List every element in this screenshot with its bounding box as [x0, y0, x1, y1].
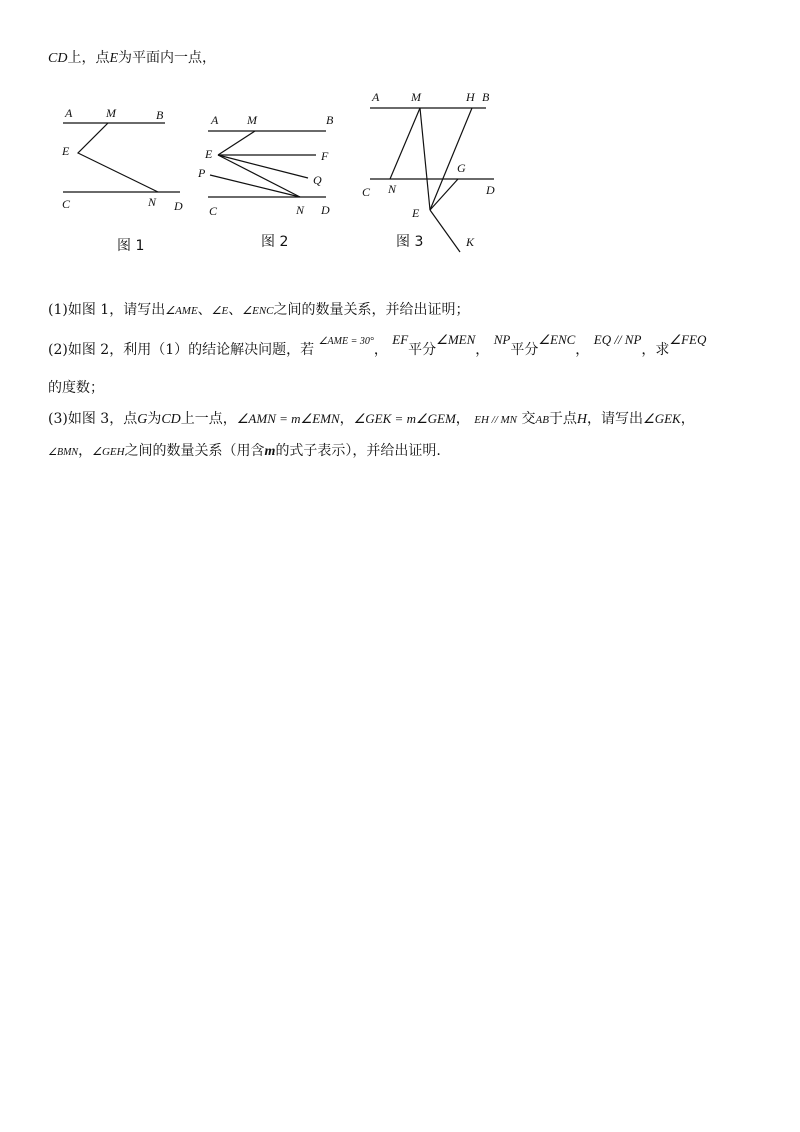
fig3-label-d: D — [486, 183, 495, 197]
q2-c3: ， — [575, 342, 590, 358]
fig1-label-b: B — [156, 108, 164, 122]
q2-angle-enc: ∠ENC — [538, 332, 576, 347]
q1-angle-enc: ∠ENC — [242, 305, 274, 317]
fig2-label-n: N — [296, 203, 305, 217]
q1-angle-e: ∠E — [211, 305, 229, 317]
fig1-caption: 图 1 — [117, 238, 145, 254]
q2-c2: ， — [475, 342, 490, 358]
q3-m: m — [264, 444, 276, 459]
q3-t6: 之间的数量关系（用含 — [124, 443, 265, 459]
q1-prefix: (1)如图 1，请写出 — [48, 302, 166, 318]
fig3-label-m: M — [411, 90, 421, 104]
fig2-label-f: F — [321, 149, 329, 163]
fig2-label-b: B — [326, 113, 334, 127]
q3-t7: 的式子表示），并给出证明. — [275, 443, 441, 459]
q3-cd: CD — [161, 412, 181, 427]
q2-bisect1: 平分 — [408, 342, 437, 358]
question-3-cont — [48, 441, 441, 463]
q1-angle-ame: ∠AME — [165, 305, 198, 317]
question-3 — [48, 409, 695, 430]
q2-c1: ， — [373, 342, 388, 358]
question-2 — [48, 332, 707, 362]
q3-h: H — [576, 412, 588, 427]
fig2-line-eq — [218, 155, 308, 178]
fig3-label-g: G — [457, 161, 466, 175]
fig2-label-m: M — [247, 113, 257, 127]
fig2-label-a: A — [211, 113, 219, 127]
q3-g: G — [137, 412, 148, 427]
intro-cd: CD — [48, 51, 68, 66]
q3-angle-gek: ∠GEK — [643, 411, 681, 426]
figures — [0, 0, 800, 270]
intro-text: 上，点 — [67, 50, 110, 66]
q2-angle-men: ∠MEN — [436, 332, 476, 347]
fig3-label-a: A — [372, 90, 380, 104]
q2-parallel: EQ // NP — [593, 332, 642, 347]
q3-c3: ， — [680, 411, 695, 427]
figure-1 — [63, 123, 180, 192]
fig2-line-en — [218, 155, 300, 197]
fig1-label-e: E — [62, 144, 70, 158]
fig2-label-d: D — [321, 203, 330, 217]
fig3-caption: 图 3 — [396, 234, 424, 250]
q3-prefix: (3)如图 3，点 — [48, 411, 138, 427]
fig2-label-c: C — [209, 204, 218, 218]
q2-prefix: (2)如图 2，利用（1）的结论解决问题，若 — [48, 342, 315, 358]
fig2-line-me — [218, 131, 255, 155]
fig1-label-n: N — [148, 195, 157, 209]
q3-ab: AB — [535, 414, 549, 426]
q2-cond-ame: ∠AME = 30° — [318, 336, 374, 347]
q3-t2: 上一点， — [180, 411, 237, 427]
q1-sep2: 、 — [228, 302, 243, 318]
q3-eq1: ∠AMN = m∠EMN — [236, 411, 340, 426]
fig3-label-h: H — [466, 90, 475, 104]
fig2-label-q: Q — [313, 173, 322, 187]
fig1-path-men — [78, 123, 158, 192]
fig1-label-d: D — [174, 199, 183, 213]
q2-bisect2: 平分 — [510, 342, 539, 358]
fig1-label-m: M — [106, 106, 116, 120]
q3-angle-geh: ∠GEH — [92, 446, 125, 458]
q3-t5: ，请写出 — [587, 411, 644, 427]
q2-line2: 的度数； — [48, 380, 104, 396]
fig2-line-pn — [210, 175, 300, 197]
fig3-label-c: C — [362, 185, 371, 199]
q3-parallel: EH // MN — [474, 414, 518, 426]
q3-c4: ， — [78, 443, 93, 459]
fig3-line-ek — [430, 210, 460, 252]
q2-ef: EF — [392, 332, 409, 347]
fig3-line-eg — [430, 179, 458, 210]
fig2-caption: 图 2 — [261, 234, 289, 250]
fig3-label-e: E — [412, 206, 420, 220]
fig3-label-b: B — [482, 90, 490, 104]
q2-c4: ，求 — [641, 342, 670, 358]
figure-2 — [208, 131, 326, 197]
fig2-label-p: P — [198, 166, 206, 180]
fig3-label-k: K — [466, 235, 475, 249]
q3-c1: ， — [339, 411, 354, 427]
question-1 — [48, 300, 470, 321]
q2-angle-feq: ∠FEQ — [669, 332, 707, 347]
intro-e: E — [109, 51, 119, 66]
q1-sep1: 、 — [197, 302, 212, 318]
figure-3 — [370, 108, 494, 252]
q3-c2: ， — [455, 411, 470, 427]
fig3-line-mn — [390, 108, 420, 179]
q3-angle-bmn: ∠BMN — [48, 447, 79, 458]
q1-suffix: 之间的数量关系，并给出证明； — [273, 302, 470, 318]
q3-t4: 于点 — [548, 411, 577, 427]
fig3-line-me — [420, 108, 430, 210]
q3-eq2: ∠GEK = m∠GEM — [353, 411, 456, 426]
fig3-label-n: N — [388, 182, 397, 196]
fig1-label-a: A — [65, 106, 73, 120]
q2-np: NP — [493, 332, 511, 347]
intro-rest: 为平面内一点， — [118, 50, 217, 66]
q3-t3: 交 — [521, 411, 536, 427]
fig2-label-e: E — [205, 147, 213, 161]
q3-t1: 为 — [147, 411, 162, 427]
fig3-line-eh — [430, 108, 472, 210]
question-2-cont — [48, 378, 104, 398]
fig1-label-c: C — [62, 197, 71, 211]
